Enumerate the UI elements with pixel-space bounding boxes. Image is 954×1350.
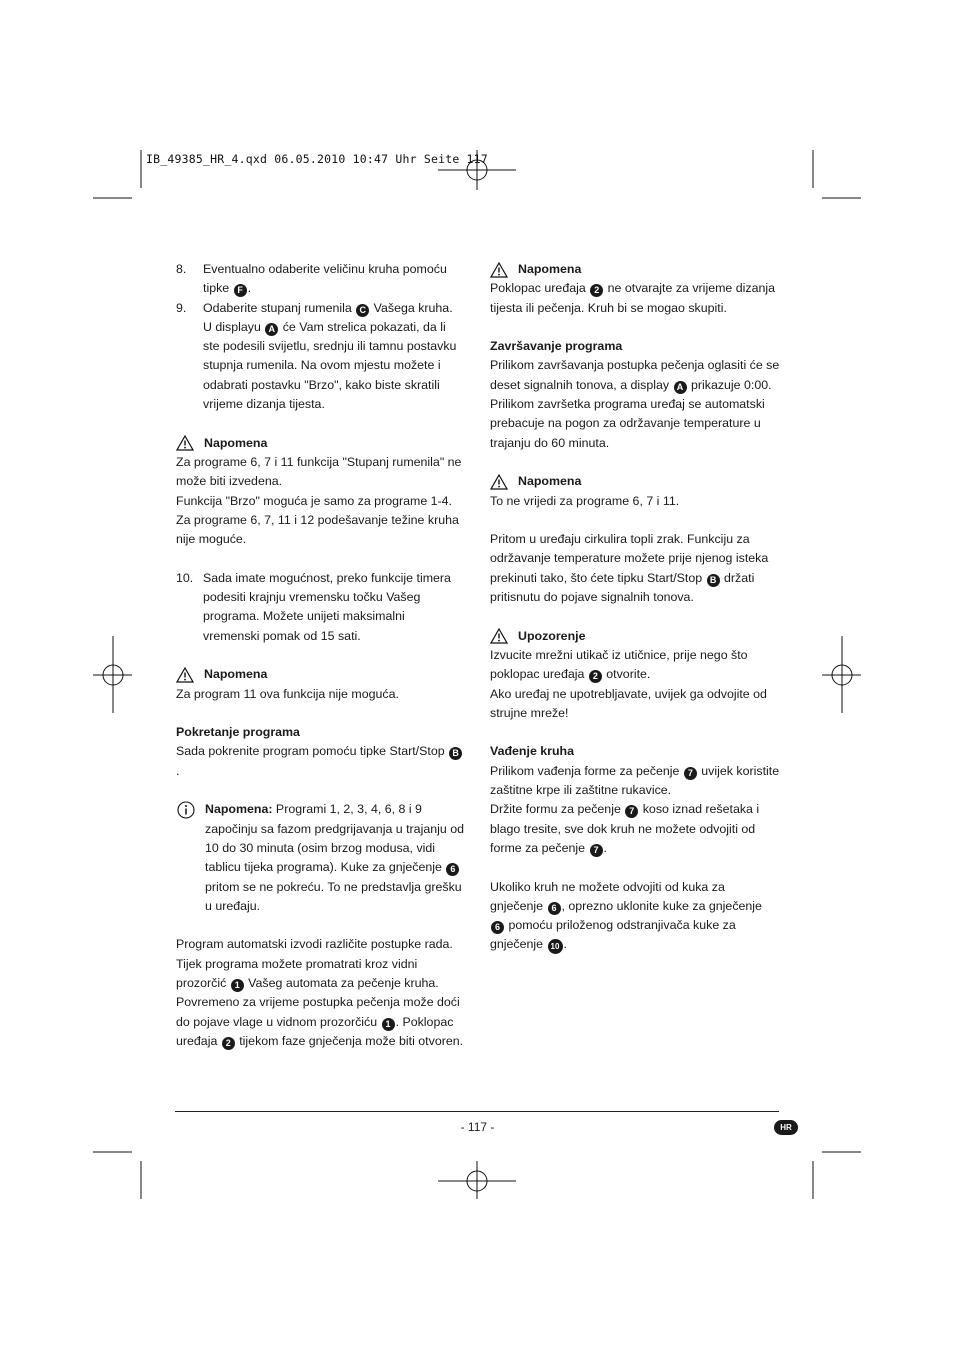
info-icon [177,801,195,819]
footer-rule [175,1111,779,1112]
list-item-8: 8. Eventualno odaberite veličinu kruha pomoću tipke F . [176,262,447,296]
info-note: Napomena: Programi 1, 2, 3, 4, 6, 8 i 9 započinju sa fazom predgrijavanja u trajanju od 10 do 30 minuta (osim brzog modusa, vidi tablicu tijeka programa). Kuke za gnječenje 6 pritom se ne pokreću. To ne predstavlja grešku u uređaju. [176,800,464,916]
key-c-badge: C [356,304,369,317]
section-text: Prilikom završetka programa uređaj se automatski prebacuje na pogon za održavanje temperature u trajanju do 60 minuta. [490,397,765,450]
section-text: Sada pokrenite program pomoću tipke Start/Stop B. [176,742,464,781]
note-text: Za programe 6, 7 i 11 funkcija "Stupanj rumenila" ne može biti izvedena. [176,454,462,489]
right-column [490,260,780,955]
display-a-badge: A [674,381,687,394]
pan-7-badge: 7 [625,805,638,818]
pan-7-badge: 7 [684,767,697,780]
note-text: To ne vrijedi za programe 6, 7 i 11. [490,493,680,508]
warning-text: Ako uređaj ne upotrebljavate, uvijek ga odvojite od strujne mreže! [490,686,767,720]
note-text: Za programe 6, 7, 11 i 12 podešavanje težine kruha nije moguće. [176,512,459,547]
warning-text: Izvucite mrežni utikač iz utičnice, prije nego što poklopac uređaja 2 otvorite. [490,647,748,682]
body-paragraph: Pritom u uređaju cirkulira topli zrak. Funkciju za održavanje temperature možete prije njenog isteka prekinuti tako, što ćete tipku Start/Stop B držati pritisnutu do pojave signalnih tonova. [490,532,769,605]
section-text: Prilikom završavanja postupka pečenja oglasiti će se deset signalnih tonova, a display A prikazuje 0:00. [490,358,780,392]
window-1-badge: 1 [382,1018,395,1031]
lid-2-badge: 2 [589,670,602,683]
display-a-badge: A [265,323,278,336]
section-heading: Vađenje kruha [490,744,575,759]
left-column [176,260,464,1051]
key-f-badge: F [234,284,247,297]
note-heading: Napomena [490,472,780,491]
key-b-badge: B [707,574,720,587]
warning-triangle-icon [176,667,194,683]
note-heading: Napomena [176,665,464,684]
section-heading: Pokretanje programa [176,725,300,740]
file-slug: IB_49385_HR_4.qxd 06.05.2010 10:47 Uhr Seite 117 [146,152,488,166]
remover-10-badge: 10 [548,939,563,954]
hook-6-badge: 6 [446,863,459,876]
warning-triangle-icon [490,628,508,644]
body-paragraph: Program automatski izvodi različite postupke rada. Tijek programa možete promatrati kroz vidni prozorčić 1 Vašeg automata za pečenje kruha. Povremeno za vrijeme postupka pečenja može doći do pojave vlage u vidnom prozorčiću 1 . Poklopac uređaja 2 tijekom faze gnječenja može biti otvoren. [176,937,464,1048]
warning-triangle-icon [176,435,194,451]
warning-heading: Upozorenje [490,627,780,646]
hook-6-badge: 6 [548,902,561,915]
note-heading: Napomena [490,260,780,279]
section-text: Držite formu za pečenje 7 koso iznad rešetaka i blago tresite, sve dok kruh ne možete odvojiti od forme za pečenje 7 . [490,802,760,855]
list-item-10: 10. Sada imate mogućnost, preko funkcije timera podesiti krajnju vremensku točku Vašeg programa. Možete unijeti maksimalni vremenski pomak od 15 sati. [176,570,451,643]
lid-2-badge: 2 [222,1037,235,1050]
language-badge: HR [774,1120,798,1135]
note-text: Za program 11 ova funkcija nije moguća. [176,686,399,701]
note-text: Funkcija "Brzo" moguća je samo za programe 1-4. [176,493,453,508]
pan-7-badge: 7 [590,844,603,857]
body-paragraph: Ukoliko kruh ne možete odvojiti od kuka za gnječenje 6 , oprezno uklonite kuke za gnječenje 6 pomoću priloženog odstranjivača kuke za gnječenje 10 . [490,878,780,955]
page-number: - 117 - [460,1120,495,1134]
list-item-9: 9. Odaberite stupanj rumenila C Vašega kruha. U displayu A će Vam strelica pokazati, da li ste podesili svijetlu, srednju ili tamnu postavku stupnja rumenila. Na ovom mjestu možete i odabrati postavku "Brzo", kako biste skratili vrijeme dizanja tijesta. [176,300,457,412]
lid-2-badge: 2 [590,284,603,297]
window-1-badge: 1 [231,979,244,992]
warning-triangle-icon [490,262,508,278]
key-b-badge: B [449,747,462,760]
note-heading: Napomena [176,434,464,453]
note-text: Poklopac uređaja 2 ne otvarajte za vrijeme dizanja tijesta ili pečenja. Kruh bi se mogao skupiti. [490,281,776,315]
section-heading: Završavanje programa [490,339,623,354]
section-text: Prilikom vađenja forme za pečenje 7 uvijek koristite zaštitne krpe ili zaštitne rukavice. [490,763,780,798]
warning-triangle-icon [490,474,508,490]
hook-6-badge: 6 [491,921,504,934]
